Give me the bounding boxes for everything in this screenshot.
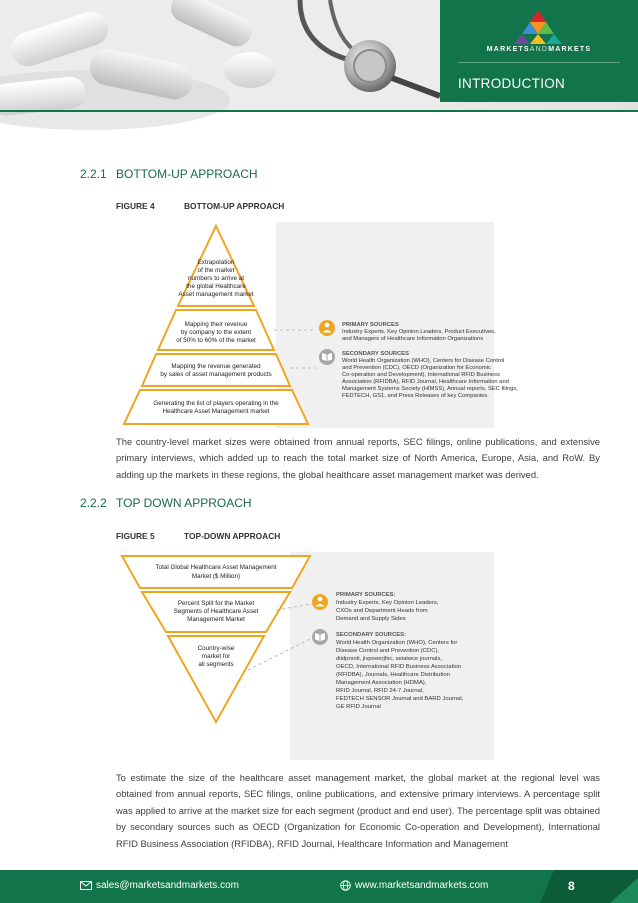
figure-caption-5 [116, 531, 280, 541]
footer-email-text[interactable]: sales@marketsandmarkets.com [96, 880, 239, 891]
pyramid-tier-3 [142, 354, 290, 386]
primary-sources-title: PRIMARY SOURCES [342, 322, 399, 328]
figure-number: FIGURE 5 [116, 531, 155, 541]
secondary-line-5: (RFIDBA), Journals, Healthcare Distribution [336, 672, 450, 678]
footer-website[interactable] [340, 880, 488, 891]
secondary-line-6: FEDTECH, GS1, and Press Releases of key Companies. [342, 393, 489, 399]
section-title: TOP DOWN APPROACH [116, 496, 252, 510]
section-tag: INTRODUCTION [458, 76, 566, 91]
secondary-line-1: World Health Organization (WHO), Centers for Disease Control [342, 358, 505, 364]
figure-number: FIGURE 4 [116, 201, 155, 211]
tier4-line1: Generating the list of players operating in the [153, 400, 279, 407]
secondary-sources-title: SECONDARY SOURCES [342, 351, 409, 357]
tier2-line3: of 50% to 60% of the market [176, 337, 256, 344]
top-tier2-line2: Segments of Healthcare Asset [173, 608, 259, 615]
tier1-line5: Asset management market [178, 291, 254, 298]
tier1-line1: Extrapolation [197, 259, 235, 266]
tier2-line1: Mapping their revenue [184, 321, 248, 328]
logo-tri-br [546, 34, 562, 44]
section-title: BOTTOM-UP APPROACH [116, 167, 258, 181]
section-number: 2.2.1 [80, 167, 107, 181]
brand-name: MARKETSANDMARKETS [486, 46, 592, 53]
brand-divider [458, 62, 620, 63]
globe-icon [340, 880, 351, 891]
top-tier3-line1: Country-wise [197, 645, 235, 652]
secondary-line-5: Management Systems Society (HIMSS), Annual reports, SEC filings, [342, 386, 518, 392]
secondary-line-3: diidprsoti, jivpoeerjfsc, seiaiwce journals, [336, 656, 443, 662]
header-photo-pills-stethoscope [0, 0, 440, 112]
logo-tri-top [530, 10, 546, 22]
secondary-line-8: FEDTECH SENSOR Journal and BARD Journal, [336, 696, 464, 702]
bottom-up-diagram [116, 222, 518, 428]
person-icon [312, 594, 328, 610]
page-number: 8 [568, 879, 575, 893]
logo-tri-bm [530, 34, 546, 44]
tier3-line2: by sales of asset management products [160, 371, 272, 378]
top-down-diagram [116, 552, 494, 760]
inverted-pyramid [122, 556, 310, 722]
tier4-line2: Healthcare Asset Management market [162, 408, 270, 415]
primary-line-1: Industry Experts, Key Opinion Leaders, [336, 600, 439, 606]
primary-line-2: CXOs and Department Heads from [336, 608, 428, 614]
tier1-line3: numbers to arrive at [188, 275, 244, 282]
primary-line-2: and Managers of Healthcare Information Organizations [342, 336, 484, 342]
top-tier3-line3: all segments [198, 661, 234, 668]
pyramid-tier-4 [124, 390, 308, 424]
section-heading-bottom-up [80, 167, 258, 181]
figure-title: BOTTOM-UP APPROACH [184, 201, 285, 211]
secondary-line-6: Management Association (HDMA), [336, 680, 427, 686]
figure-title: TOP-DOWN APPROACH [184, 531, 281, 541]
secondary-line-4: Association (RFIDBA), RFID Journal, Healthcare Information and [342, 379, 509, 385]
marketsandmarkets-logo-icon [508, 8, 568, 44]
primary-line-1: Industry Experts, Key Opinion Leaders, Product Executives, [342, 329, 496, 335]
top-tier2-line1: Percent Split for the Market [177, 600, 255, 607]
brand-panel [440, 0, 638, 102]
page-header [0, 0, 638, 112]
page-number-badge [540, 870, 638, 903]
person-icon [319, 320, 335, 336]
figure-top-down [116, 552, 494, 760]
book-icon [319, 349, 335, 365]
envelope-icon [80, 881, 92, 890]
primary-sources-title: PRIMARY SOURCES: [336, 592, 396, 598]
header-rule [0, 110, 638, 112]
page-footer [0, 870, 638, 903]
secondary-line-1: World Health Organization (WHO), Centers for [336, 640, 458, 646]
secondary-line-2: Disease Control and Prevention (CDC), [336, 648, 440, 654]
secondary-line-4: OECD, International RFID Business Association [336, 664, 462, 670]
section-number: 2.2.2 [80, 496, 107, 510]
secondary-line-3: Co-operation and Development), International RFID Business [342, 372, 500, 378]
paragraph-top-down: To estimate the size of the healthcare asset management market, the global market at the regional level was obtained from annual reports, SEC filings, online publications, and extensive primary interviews. A percentage split was applied to arrive at the market size for each segment (product and end user). The percentage split was obtained by secondary sources such as OECD (Organization for Economic Co-operation and Development), International RFID Business Association (RFIDBA), RFID Journal, Healthcare Information and Management [116, 772, 600, 849]
primary-line-3: Demand and Supply Sides [336, 616, 406, 622]
paragraph-bottom-up: The country-level market sizes were obtained from annual reports, SEC filings, online publications, and extensive primary interviews, which added up to reach the total market size of North America, Europe, Asia, and RoW. By adding up the markets in these regions, the global healthcare asset management market was derived. [116, 436, 600, 480]
top-tier1-line2: Market ($ Million) [191, 573, 241, 580]
footer-email[interactable] [80, 880, 239, 891]
top-tier2-line3: Management Market [187, 616, 245, 623]
top-tier3-line2: market for [201, 653, 231, 660]
section-heading-top-down [80, 496, 252, 510]
footer-website-text[interactable]: www.marketsandmarkets.com [355, 880, 489, 892]
tier3-line1: Mapping the revenue generated [171, 363, 261, 370]
inverted-tier-1 [122, 556, 310, 588]
secondary-sources-title: SECONDARY SOURCES: [336, 632, 407, 638]
book-icon [312, 629, 328, 645]
figure-bottom-up [116, 222, 518, 428]
figure-caption-4 [116, 201, 284, 211]
tier1-line4: the global Healthcare [186, 283, 246, 290]
top-tier1-line1: Total Global Healthcare Asset Management [155, 564, 277, 571]
tier1-line2: of the market [197, 267, 235, 274]
secondary-line-2: and Prevention (CDC), OECD (Organization for Economic [342, 365, 491, 371]
secondary-line-9: GE RFID Journal [336, 704, 381, 710]
logo-tri-bl [514, 34, 530, 44]
secondary-line-7: RFID Journal, RFID 24-7 Journal, [336, 688, 424, 694]
tier2-line2: by company to the extent [180, 329, 252, 336]
